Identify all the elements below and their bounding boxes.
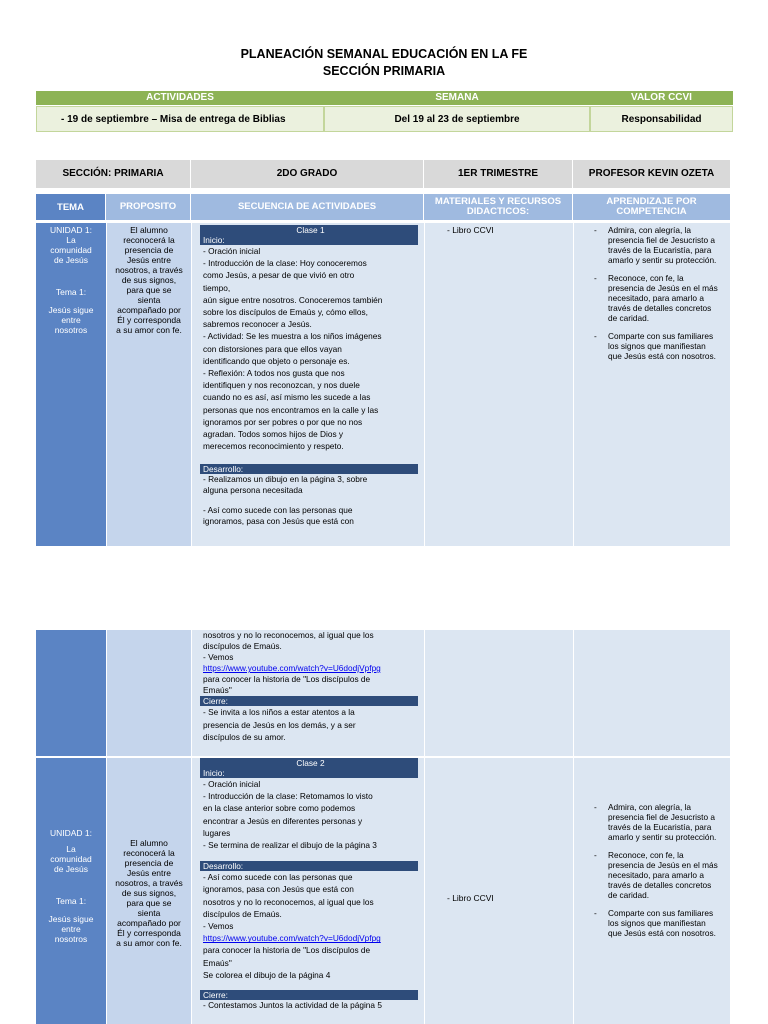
tema-cell [36,223,106,546]
materiales-cell-continued [424,630,573,756]
aprendizaje-cell-clase-2 [573,757,730,1024]
grado-header: 2DO GRADO [191,160,424,188]
unidad-name: La comunidad de Jesús [50,235,92,265]
tema-cell-clase-2 [36,757,106,1024]
clase-2-cierre-text: - Contestamos Juntos la actividad de la página 5 [203,1000,382,1011]
clase-2-band: Clase 2 [200,758,418,768]
materiales-cell-clase-2: - Libro CCVI [424,757,573,1024]
seccion-header: SECCIÓN: PRIMARIA [36,160,191,188]
proposito-cell: El alumno reconocerá la presencia de Jesús entre nosotros, a través de sus signos, para que se sienta acompañado por Él y corresponda a su amor con fe. [106,223,191,546]
secuencia-cell [191,223,424,546]
semana-cell: Del 19 al 23 de septiembre [324,106,590,132]
aprendizaje-item: - Admira, con alegría, la presencia fiel de Jesucristo a través de la Eucaristía, para amarlo y sentir su protección. [594,802,717,842]
aprendizaje-item: - Reconoce, con fe, la presencia de Jesús en el más necesitado, para amarlo a través de detalles concretos de caridad. [594,273,718,323]
tema-column-header: TEMA [36,194,106,220]
profesor-header: PROFESOR KEVIN OZETA [573,160,730,188]
clase-1-desarrollo-text: - Realizamos un dibujo en la página 3, sobre alguna persona necesitada [203,474,368,496]
cierre-band: Cierre: [200,696,418,706]
youtube-link[interactable]: https://www.youtube.com/watch?v=U6dodjVpfpg [203,663,381,673]
page-title: PLANEACIÓN SEMANAL EDUCACIÓN EN LA FE [240,47,528,61]
proposito-cell-clase-2: El alumno reconocerá la presencia de Jesús entre nosotros, a través de sus signos, para que se sienta acompañado por Él y corresponda a su amor con fe. [106,757,191,1024]
inicio-band: Inicio: [200,235,418,245]
aprendizaje-item: - Admira, con alegría, la presencia fiel de Jesucristo a través de la Eucaristía, para amarlo y sentir su protección. [594,225,717,265]
clase-2-desarrollo-end: para conocer la historia de "Los discípulos de Emaús" Se colorea el dibujo de la página 4 [203,945,371,980]
tema-cell-continued [36,630,106,756]
semana-header: SEMANA [324,91,590,105]
tema-name: Jesús sigue entre nosotros [48,305,94,335]
clase-1-band: Clase 1 [200,225,418,235]
trimestre-header: 1ER TRIMESTRE [424,160,573,188]
tema-name: Jesús sigue entre nosotros [48,914,94,944]
secuencia-column-header: SECUENCIA DE ACTIVIDADES [191,194,424,220]
clase-2-desarrollo-text: - Así como sucede con las personas que ignoramos, pasa con Jesús que está con nosotros y no lo reconocemos, al igual que los discípulos de Emaús. - Vemos [203,872,374,932]
materiales-column-header: MATERIALES Y RECURSOS DIDACTICOS: [424,194,573,220]
clase-1-desarrollo-continued: nosotros y no lo reconocemos, al igual que los discípulos de Emaús. - Vemos [203,630,374,662]
inicio-band: Inicio: [200,768,418,778]
actividades-header: ACTIVIDADES [36,91,324,105]
cierre-band: Cierre: [200,990,418,1000]
page-subtitle: SECCIÓN PRIMARIA [322,64,446,78]
clase-1-inicio-text: - Oración inicial - Introducción de la clase: Hoy conoceremos como Jesús, a pesar de que vivió en otro tiempo, aún sigue entre nosotros. Conoceremos también sobre los discípulos de Emaús y, cómo ellos, sabremos reconocer a Jesús. - Actividad: Se les muestra a los niños imágenes con distorsiones para que ellos vayan identificando que objeto o personaje es. - Reflexión: A todos nos gusta que nos identifiquen y nos reconozcan, y nos duele cuando no es así, así mismo les sucede a las personas que nos encontramos en la calle y las ignoramos por ser pobres o por que no nos agradan. Todos somos hijos de Dios y merecemos reconocimiento y respeto. [203,246,383,452]
valor-header: VALOR CCVI [590,91,733,105]
clase-2-inicio-text: - Oración inicial - Introducción de la clase: Retomamos lo visto en la clase anterior sobre como podemos encontrar a Jesús en diferentes personas y lugares - Se termina de realizar el dibujo de la página 3 [203,779,377,851]
unidad-name: La comunidad de Jesús [50,844,92,874]
clase-1-desarrollo-text-2: - Así como sucede con las personas que ignoramos, pasa con Jesús que está con [203,505,354,527]
actividad-cell: - 19 de septiembre – Misa de entrega de Biblias [36,106,324,132]
clase-1-desarrollo-end: para conocer la historia de "Los discípulos de Emaús" [203,674,371,695]
unidad-label: UNIDAD 1: [49,225,93,235]
secuencia-cell-continued [191,630,424,756]
unidad-label: UNIDAD 1: [49,828,93,838]
valor-cell: Responsabilidad [590,106,733,132]
aprendizaje-item: - Reconoce, con fe, la presencia de Jesús en el más necesitado, para amarlo a través de detalles concretos de caridad. [594,850,718,900]
aprendizaje-item: - Comparte con sus familiares los signos que manifiestan que Jesús está con nosotros. [594,331,716,361]
proposito-column-header: PROPOSITO [106,194,191,220]
proposito-cell-continued [106,630,191,756]
aprendizaje-cell-continued [573,630,730,756]
secuencia-cell-clase-2 [191,757,424,1024]
materiales-cell: - Libro CCVI [424,223,573,546]
desarrollo-band: Desarrollo: [200,861,418,871]
tema-label: Tema 1: [55,287,87,297]
tema-label: Tema 1: [55,896,87,906]
youtube-link[interactable]: https://www.youtube.com/watch?v=U6dodjVpfpg [203,933,381,944]
desarrollo-band: Desarrollo: [200,464,418,474]
aprendizaje-cell [573,223,730,546]
aprendizaje-column-header: APRENDIZAJE POR COMPETENCIA [573,194,730,220]
aprendizaje-item: - Comparte con sus familiares los signos que manifiestan que Jesús está con nosotros. [594,908,716,938]
clase-1-cierre-text: - Se invita a los niños a estar atentos a la presencia de Jesús en los demás, y a ser discípulos de su amor. [203,707,356,742]
